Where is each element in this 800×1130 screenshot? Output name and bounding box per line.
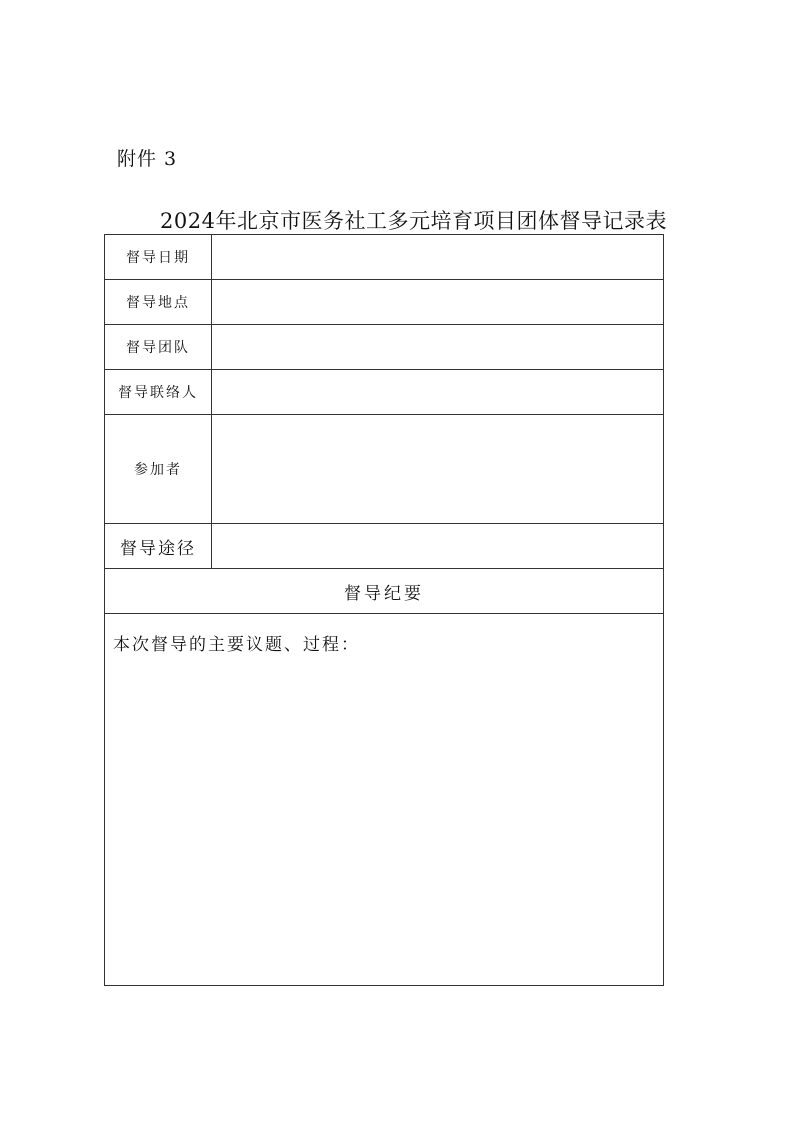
attachment-label: 附件 3: [117, 148, 178, 170]
form-row-participants: [105, 415, 664, 524]
field-value-date[interactable]: [212, 235, 664, 280]
form-row-team: [105, 325, 664, 370]
field-value-method[interactable]: [212, 524, 664, 569]
notes-area[interactable]: [105, 614, 664, 986]
field-label-contact: 督导联络人: [105, 370, 212, 415]
field-label-team: 督导团队: [105, 325, 212, 370]
field-label-location: 督导地点: [105, 280, 212, 325]
form-row-date: [105, 235, 664, 280]
form-row-notes: [105, 614, 664, 986]
form-row-location: [105, 280, 664, 325]
document-title: 2024年北京市医务社工多元培育项目团体督导记录表: [160, 209, 667, 233]
notes-prompt: 本次督导的主要议题、过程：: [113, 635, 360, 655]
supervision-record-form: [104, 234, 664, 986]
field-value-location[interactable]: [212, 280, 664, 325]
field-value-participants[interactable]: [212, 415, 664, 524]
field-label-date: 督导日期: [105, 235, 212, 280]
form-row-method: [105, 524, 664, 569]
field-label-method: 督导途径: [105, 524, 212, 569]
summary-heading: 督导纪要: [105, 569, 664, 614]
field-value-team[interactable]: [212, 325, 664, 370]
field-value-contact[interactable]: [212, 370, 664, 415]
form-row-summary-heading: [105, 569, 664, 614]
form-row-contact: [105, 370, 664, 415]
field-label-participants: 参加者: [105, 415, 212, 524]
